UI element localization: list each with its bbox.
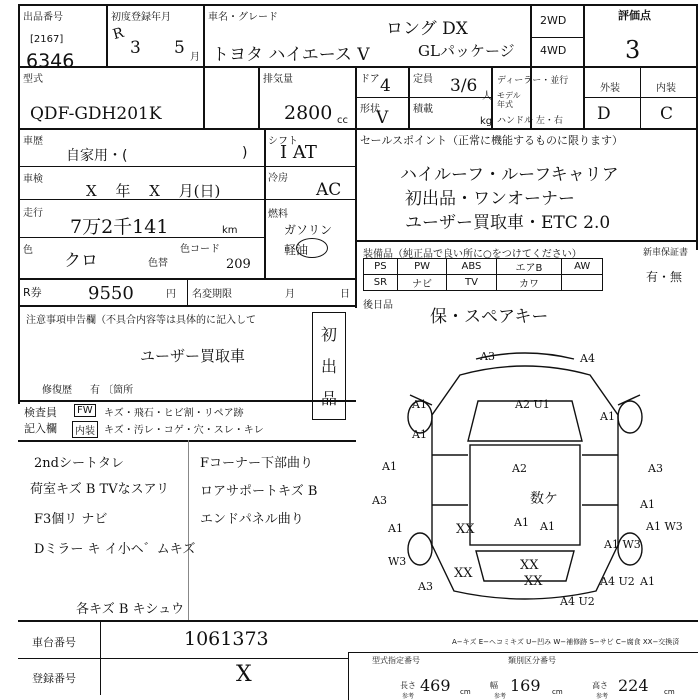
reg-label: 登録番号 [32, 672, 76, 685]
inspection-label: 車検 [23, 174, 43, 185]
frame-top [18, 4, 698, 6]
ref-width: 参考 [494, 693, 507, 700]
mark-13: A4 U2 [560, 595, 595, 608]
vline-sales [355, 128, 357, 308]
mark-16: A1 W3 [604, 538, 641, 551]
equip-aw: AW [562, 259, 603, 275]
line-shape-split [355, 97, 491, 98]
vline-reg [203, 4, 205, 128]
inspector-fw: FW [74, 404, 96, 417]
warranty: 有・無 [646, 270, 683, 284]
fuel-options: ガソリン 軽油 [284, 223, 333, 257]
history-label: 車歴 [23, 136, 43, 147]
note-left-2: 荷室キズ B TVなスアリ [30, 482, 170, 497]
mark-3: A1 [412, 398, 427, 411]
mark-14: W3 [388, 555, 407, 568]
sales-point-2: 初出品・ワンオーナー [405, 189, 575, 209]
line-spec-bottom [18, 128, 698, 130]
inspector-label-2: 記入欄 [24, 422, 57, 435]
equip-sr: SR [364, 275, 398, 291]
sales-point-1: ハイルーフ・ルーフキャリア [400, 165, 619, 185]
inspector-interior-label: 内装 [72, 421, 98, 438]
recycle-fee: 9550 [88, 283, 134, 304]
inspector-label-1: 検査員 [24, 406, 57, 419]
note-bottom: 各キズ B キシュウ [76, 602, 185, 617]
mark-10: A1 W3 [646, 520, 683, 533]
recycle-label: R券 [23, 286, 42, 299]
line-shift-split [264, 166, 356, 167]
displacement-unit: cc [337, 115, 348, 126]
mark-12: A3 [418, 580, 433, 593]
notes-text: ユーザー買取車 [140, 347, 246, 365]
handle-label: ハンドル 左・右 [497, 116, 563, 126]
line-inspector-bottom [18, 440, 356, 442]
mark-7: A3 [648, 462, 663, 475]
mark-5: A1 [382, 460, 397, 473]
mark-15: A1 [640, 498, 655, 511]
mileage: 7万2千141 [70, 216, 169, 238]
length-cm: cm [460, 688, 471, 696]
mark-6: A2 [512, 462, 527, 475]
ref-length: 参考 [402, 693, 415, 700]
name-change-day: 日 [340, 289, 350, 300]
mark-xx-4: XX [524, 574, 543, 589]
line-recycle-bottom [18, 305, 356, 307]
mark-17: A1 [640, 575, 655, 588]
mark-xx-1: XX [456, 522, 475, 537]
notes-label: 注意事項申告欄（不具合内容等は具体的に記入して [26, 315, 256, 326]
note-right-1: Fコーナー下部曲り [200, 456, 314, 471]
footer-cert-vline [348, 652, 349, 700]
width: 169 [510, 676, 541, 695]
first-listing-stamp-text: 初 出 品 [321, 325, 338, 408]
diagram-roof [470, 445, 580, 545]
vline-extint [640, 66, 641, 128]
first-reg-label: 初度登録年月 [111, 12, 171, 23]
model: QDF-GDH201K [30, 104, 162, 124]
capacity: 3/6 [450, 76, 478, 96]
sales-points-label: セールスポイント（正常に機能するものに限ります） [360, 134, 624, 147]
sales-point-3: ユーザー買取車・ETC 2.0 [405, 213, 611, 233]
grade: GLパッケージ [418, 42, 515, 60]
mark-8: A3 [372, 494, 387, 507]
equip-pw: PW [397, 259, 447, 275]
note-left-4: Dミラー キ イ小ヘ゛ムキズ [34, 542, 196, 557]
exterior-grade: D [597, 104, 611, 124]
note-left-1: 2ndシートタレ [34, 456, 124, 471]
color-code: 209 [226, 257, 251, 272]
first-reg-month: 5 [174, 38, 185, 58]
name-change-unit: 月 [285, 289, 295, 300]
note-right-3: エンドパネル曲り [200, 512, 304, 527]
height-cm: cm [664, 688, 675, 696]
grade-top: ロング DX [386, 19, 468, 39]
capacity-label: 定員 [413, 74, 433, 85]
color-code-label: 色コード [180, 244, 220, 255]
line-footer-mid [18, 658, 348, 659]
vline-recycle [187, 278, 188, 305]
doors: 4 [380, 76, 391, 96]
recycle-unit: 円 [166, 289, 176, 300]
note-left-3: F3個リ ナビ [34, 512, 108, 527]
mark-1: A3 [480, 350, 495, 363]
mileage-label: 走行 [23, 208, 43, 219]
damage-note: 数ケ [530, 491, 558, 507]
history: 自家用・( [66, 148, 128, 164]
note-right-2: ロアサポートキズ B [200, 484, 318, 499]
drive-4wd: 4WD [540, 44, 567, 57]
interior-grade: C [660, 104, 674, 124]
repair-label: 修復歴 [42, 385, 72, 396]
color: クロ [64, 251, 98, 271]
drive-2wd: 2WD [540, 14, 567, 27]
interior-label: 内装 [656, 83, 676, 94]
name-change-label: 名変期限 [192, 289, 232, 300]
diagram-wheel-rl [408, 533, 432, 565]
doors-label: ドア [360, 74, 380, 85]
line-ac-split [264, 199, 356, 200]
equip-airbag: エアB [496, 259, 562, 275]
mark-18: A1 [600, 410, 615, 423]
height-label: 高さ [592, 681, 608, 690]
width-cm: cm [552, 688, 563, 696]
footer-cert-line [348, 652, 698, 653]
first-reg-year: 3 [130, 38, 141, 58]
line-header-bottom [18, 66, 698, 68]
repaint-label: 色替 [148, 258, 168, 269]
inspection: X 年 X 月(日) [86, 182, 221, 200]
vline-shift [264, 128, 266, 278]
height: 224 [618, 676, 649, 695]
capacity-unit: 人 [482, 91, 492, 102]
equip-abs: ABS [447, 259, 496, 275]
lot-code: [2167] [30, 34, 64, 45]
exterior-label: 外装 [600, 83, 620, 94]
vline-notes-split [188, 440, 189, 620]
lot-label: 出品番号 [23, 12, 63, 23]
equipment-label: 装備品（純正品で良い所に○をつけてください） [363, 249, 582, 260]
mark-9: A1 [388, 522, 403, 535]
mark-xx-2: XX [454, 566, 473, 581]
accessories: 保・スペアキー [430, 307, 549, 327]
lot-number: 6346 [26, 50, 75, 72]
displacement: 2800 [284, 102, 333, 124]
ac: AC [316, 180, 342, 200]
width-label: 幅 [490, 681, 498, 690]
equip-navi: ナビ [397, 275, 447, 291]
mark-11: A1 [514, 516, 529, 529]
load-label: 積載 [413, 104, 433, 115]
vline-lot [106, 4, 108, 66]
line-drive-split [530, 37, 583, 38]
diagram-wheel-fr [618, 401, 642, 433]
diagram-legend: A−キズ E−ヘコミキズ U−凹み W−補修跡 S−サビ C−腐食 XX−交換済 [452, 638, 680, 646]
score-label: 評価点 [618, 9, 651, 22]
shift-label: シフト [268, 136, 298, 147]
color-label: 色 [23, 245, 33, 256]
chassis-number: 1061373 [184, 628, 269, 650]
repair: 有 〔箇所 [90, 385, 134, 396]
history-close: ) [242, 145, 248, 161]
vline-footer [100, 620, 101, 695]
dealer-label: ディーラー・並行 [497, 76, 569, 86]
car-name-label: 車名・グレード [208, 12, 278, 23]
shift: I AT [280, 142, 317, 163]
vline-score [583, 4, 585, 128]
reg-number: X [236, 662, 252, 687]
mileage-unit: km [222, 225, 238, 236]
displacement-label: 排気量 [263, 74, 293, 85]
mark-4: A2 U1 [515, 398, 550, 411]
model-label: 型式 [23, 74, 43, 85]
mark-2: A4 [580, 352, 595, 365]
fuel-label: 燃料 [268, 209, 288, 220]
equip-tv: TV [447, 275, 496, 291]
accessories-label: 後日品 [363, 300, 393, 311]
chassis-label: 車台番号 [32, 636, 76, 649]
car-name: トヨタ ハイエース V [212, 45, 370, 65]
mark-20: A4 U2 [600, 575, 635, 588]
inspector-row-1: キズ・飛石・ヒビ割・リペア跡 [104, 408, 244, 419]
vline-drive [530, 4, 532, 128]
fuel-selected-circle [296, 238, 328, 258]
first-listing-stamp [312, 312, 346, 420]
mark-xx-3: XX [520, 558, 539, 573]
length: 469 [420, 676, 451, 695]
mark-19: A1 [412, 428, 427, 441]
line-sales-bottom [355, 240, 698, 242]
first-reg-era: R [111, 24, 126, 44]
frame-left [18, 4, 20, 404]
shape-label: 形状 [360, 104, 380, 115]
load-unit: kg [480, 116, 493, 127]
equipment-table [363, 258, 603, 291]
category-label: 類別区分番号 [508, 656, 556, 665]
mark-21: A1 [540, 520, 555, 533]
vline-disp [258, 66, 260, 128]
first-reg-month-unit: 月 [190, 52, 200, 63]
score: 3 [625, 36, 641, 64]
model-year-label2: モデル [497, 91, 521, 100]
equip-blank [562, 275, 603, 291]
line-notes-bottom [18, 400, 356, 402]
warranty-label: 新車保証書 [643, 248, 689, 258]
equip-ps: PS [364, 259, 398, 275]
ac-label: 冷房 [268, 173, 288, 184]
ref-height: 参考 [596, 693, 609, 700]
shape: V [376, 108, 389, 128]
type-cert-label: 型式指定番号 [372, 656, 420, 665]
frame-right [696, 4, 698, 250]
line-footer-top [18, 620, 698, 622]
inspector-row-2: キズ・汚レ・コゲ・穴・スレ・キレ [104, 425, 264, 436]
length-label: 長さ [400, 681, 416, 690]
equip-leather: カワ [496, 275, 562, 291]
line-hist-1 [18, 166, 264, 167]
model-year-label: 年式 [497, 100, 513, 109]
